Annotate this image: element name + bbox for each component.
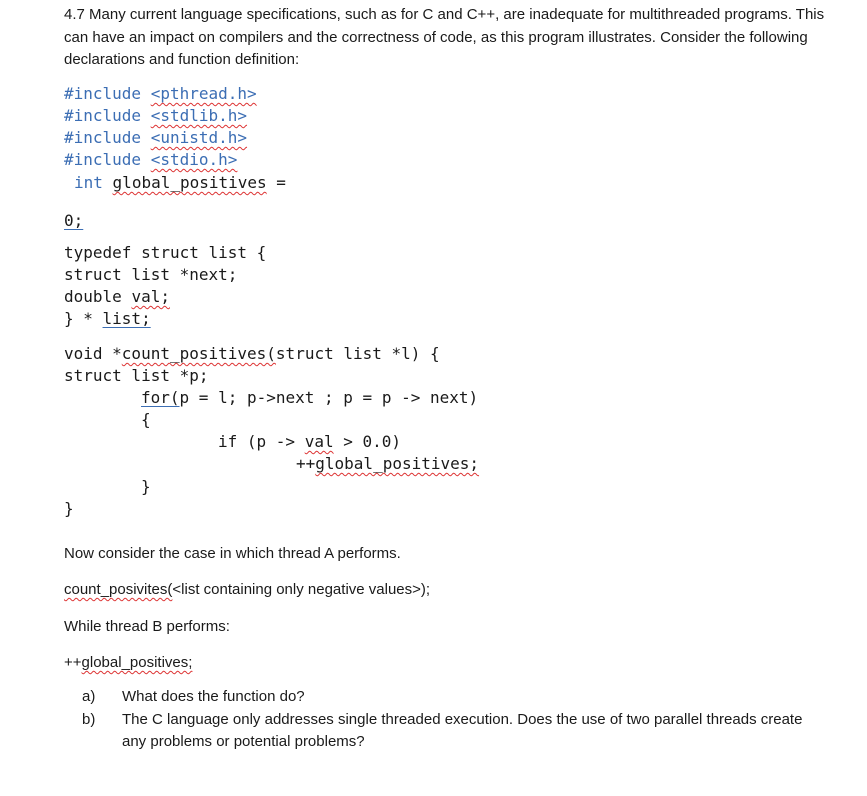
for-line: for(p = l; p->next ; p = p -> next) xyxy=(141,388,479,407)
typedef-line: typedef struct list { xyxy=(64,243,267,262)
include-line-1 xyxy=(64,83,257,105)
include-line-3 xyxy=(64,127,247,149)
typedef-end-line: } * list; xyxy=(64,309,151,328)
list-item xyxy=(82,686,822,709)
double-val-line: double val; xyxy=(64,287,170,306)
questions-list xyxy=(82,686,822,754)
struct-next-line: struct list *next; xyxy=(64,265,238,284)
function-declaration: void *count_positives(struct list *l) { xyxy=(64,344,440,363)
close-brace-inner: } xyxy=(141,477,151,496)
thread-b-text: While thread B performs: xyxy=(64,618,230,635)
include-header: <stdio.h> xyxy=(150,150,238,169)
include-directive: #include xyxy=(64,106,142,125)
struct-p-line: struct list *p; xyxy=(64,366,209,385)
list-marker: a) xyxy=(82,688,96,705)
open-brace: { xyxy=(141,410,151,429)
include-header: <pthread.h> xyxy=(150,84,257,103)
if-line: if (p -> val > 0.0) xyxy=(218,432,402,451)
increment-line: ++global_positives; xyxy=(296,454,480,473)
thread-b-increment: ++global_positives; xyxy=(64,654,193,671)
list-marker: b) xyxy=(82,710,96,728)
global-var-name: global_positives xyxy=(112,173,267,192)
zero-line: 0; xyxy=(64,211,84,230)
call-line: count_posivites(<list containing only negative values>); xyxy=(64,581,431,598)
thread-a-text: Now consider the case in which thread A performs. xyxy=(64,545,401,562)
int-keyword: int xyxy=(74,173,103,192)
intro-paragraph: 4.7 Many current language specifications, such as for C and C++, are inadequate for multithreaded programs. This can have an impact on compilers and the correctness of code, as this program illustrates. Consider the following declarations and function definition: xyxy=(64,6,825,68)
list-item xyxy=(82,709,822,754)
include-directive: #include xyxy=(64,84,142,103)
include-directive: #include xyxy=(64,150,142,169)
include-header: <stdlib.h> xyxy=(150,106,248,125)
include-line-4 xyxy=(64,149,237,171)
include-header: <unistd.h> xyxy=(150,128,248,147)
close-brace-outer: } xyxy=(64,499,74,518)
question-text: What does the function do? xyxy=(122,688,305,705)
include-directive: #include xyxy=(64,128,142,147)
include-line-2 xyxy=(64,105,247,127)
question-text: The C language only addresses single threaded execution. Does the use of two parallel threads create any problems or potential problems? xyxy=(122,710,803,750)
global-declaration: int global_positives = xyxy=(74,173,286,192)
